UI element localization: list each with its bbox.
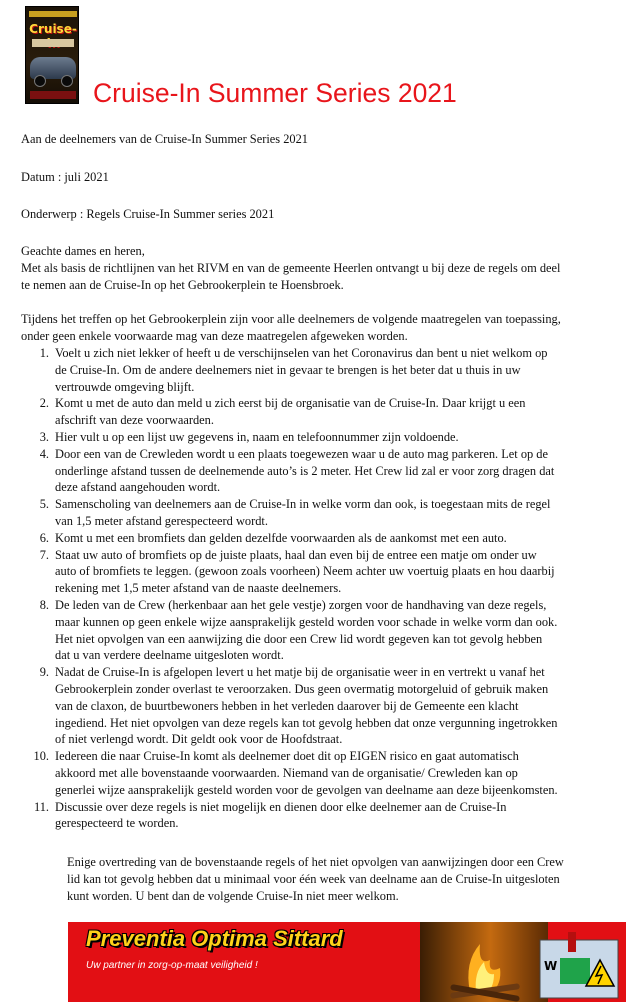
preamble-line: onder geen enkele voorwaarde mag van deze maatregelen afgeweken worden.: [21, 328, 408, 343]
sponsor-banner: [68, 922, 626, 1002]
greeting: Geachte dames en heren,: [21, 244, 145, 258]
rule-text-line: de Cruise-In. Om de andere deelnemers niet in gevaar te brengen is het beter dat u thuis in uw: [55, 362, 521, 377]
rule-text-line: Gebrookerplein zonder overlast te veroorzaken. Dus geen overmatig motorgeluid of gebruik maken: [55, 681, 549, 696]
rule-text-line: Komt u met de auto dan meld u zich eerst bij de organisatie van de Cruise-In. Daar krijgt u een: [55, 396, 526, 411]
rule-number: 10.: [33, 749, 49, 764]
rule-text-line: gerespecteerd te worden.: [55, 816, 179, 831]
rule-number: 11.: [33, 799, 49, 814]
safety-letter: W: [544, 959, 558, 973]
preamble-line: Tijdens het treffen op het Gebrookerplein zijn voor alle deelnemers de volgende maatregelen van toepassing,: [21, 312, 561, 326]
rule-item: [21, 664, 626, 748]
rule-item: [21, 345, 626, 395]
rule-number: 4.: [39, 446, 49, 461]
rule-text-line: Voelt u zich niet lekker of heeft u de verschijnselen van het Coronavirus dan bent u niet welkom op: [55, 346, 548, 360]
closing-line: kunt worden. U bent dan de volgende Cruise-In niet meer welkom.: [67, 888, 399, 903]
sponsor-name: Preventia Optima Sittard: [86, 926, 343, 951]
document-title: Cruise-In Summer Series 2021: [93, 78, 457, 108]
closing-paragraph: [67, 854, 607, 904]
rule-text-line: Het niet opvolgen van een aanwijzing die door een Crew lid wordt gegeven kan tot gevolg hebben: [55, 631, 543, 646]
rule-text-line: van de claxon, de buurtbewoners hebben in het verleden daarover bij de Gemeente een klacht: [55, 698, 519, 713]
logo-wordmark: Cruise-: [29, 22, 77, 36]
rule-number: 8.: [39, 597, 49, 612]
rule-number: 6.: [39, 530, 49, 545]
closing-line: Enige overtreding van de bovenstaande regels of het niet opvolgen van aanwijzingen door een Crew: [67, 855, 564, 869]
rule-text-line: Door een van de Crewleden wordt u een plaats toegewezen waar u de auto mag parkeren. Let op de: [55, 446, 549, 461]
subject-line: Onderwerp : Regels Cruise-In Summer series 2021: [21, 207, 275, 221]
rule-text-line: maar kunnen op geen enkele wijze aansprakelijk gesteld worden voor schade in welke vorm dan ook.: [55, 614, 558, 629]
rule-text-line: van 1,5 meter afstand gerespecteerd wordt.: [55, 513, 268, 528]
rule-text-line: Komt u met een bromfiets dan gelden dezelfde voorwaarden als de aankomst met een auto.: [55, 530, 507, 545]
preamble-paragraph: [21, 311, 626, 345]
rule-item: [21, 799, 626, 833]
rule-number: 2.: [39, 396, 49, 411]
fire-safety-icons: [538, 930, 624, 1000]
rule-text-line: auto of bromfiets te leggen. (gewoon zoals voorheen) Neem achter uw voertuig plaats en hou daarbij: [55, 564, 555, 579]
sponsor-tagline: Uw partner in zorg-op-maat veiligheid !: [86, 960, 258, 971]
rule-text-line: rekening met 1,5 meter afstand van de naaste deelnemers.: [55, 581, 342, 596]
rule-number: 3.: [39, 429, 49, 444]
rule-item: [21, 597, 626, 664]
rule-text-line: Discussie over deze regels is niet mogelijk en dienen door elke deelnemer aan de Cruise-In: [55, 799, 507, 814]
closing-line: lid kan tot gevolg hebben dat u minimaal voor één week van deelname aan de Cruise-In uitgesloten: [67, 871, 560, 886]
intro-paragraph: [21, 243, 626, 293]
intro-line: te nemen aan de Cruise-In op het Gebrookerplein te Hoensbroek.: [21, 277, 344, 292]
rule-text-line: Nadat de Cruise-In is afgelopen levert u het matje bij de organisatie weer in en vertrekt u vanaf het: [55, 665, 545, 680]
rule-text-line: onderlinge afstand tussen de deelnemende auto’s is 2 meter. Het Crew lid zal er voor zorg dragen dat: [55, 463, 555, 478]
rule-text-line: of niet verlengd wordt. Dit geldt ook voor de Hoofdstraat.: [55, 732, 343, 747]
rule-number: 9.: [39, 665, 49, 680]
rule-text-line: dat u van verdere deelname uitgesloten wordt.: [55, 648, 284, 663]
rule-text-line: deze afstand aangehouden wordt.: [55, 480, 221, 495]
rule-item: [21, 530, 626, 547]
rule-number: 1.: [39, 346, 49, 360]
rule-text-line: Samenscholing van deelnemers aan de Cruise-In in welke vorm dan ook, is toegestaan mits de regel: [55, 497, 551, 512]
rule-text-line: ingediend. Het niet opvolgen van deze regels kan tot gevolg hebben dat onze vergunning ingetrokken: [55, 715, 558, 730]
rule-number: 7.: [39, 547, 49, 562]
rule-text-line: akkoord met alle bovenstaande voorwaarden. Niemand van de organisatie/ Crewleden kan op: [55, 765, 518, 780]
rule-item: [21, 395, 626, 429]
rule-item: [21, 547, 626, 597]
campfire-image: [420, 922, 548, 1002]
cruise-in-logo: [25, 6, 79, 104]
addressee-line: Aan de deelnemers van de Cruise-In Summer Series 2021: [21, 132, 308, 146]
date-line: Datum : juli 2021: [21, 170, 109, 184]
rule-item: [21, 496, 626, 530]
rule-text-line: Iedereen die naar Cruise-In komt als deelnemer doet dit op EIGEN risico en gaat automatisch: [55, 749, 519, 764]
rule-text-line: vertrouwde omgeving blijft.: [55, 379, 195, 394]
rule-text-line: De leden van de Crew (herkenbaar aan het gele vestje) zorgen voor de handhaving van deze regels,: [55, 597, 547, 612]
rule-text-line: Hier vult u op een lijst uw gegevens in, naam en telefoonnummer zijn voldoende.: [55, 429, 459, 444]
rule-number: 5.: [39, 497, 49, 512]
rule-text-line: Staat uw auto of bromfiets op de juiste plaats, haal dan even bij de entree een matje om onder uw: [55, 547, 537, 562]
rule-text-line: afschrift van deze voorwaarden.: [55, 413, 214, 428]
intro-line: Met als basis de richtlijnen van het RIVM en van de gemeente Heerlen ontvangt u bij deze de regels om deel: [21, 260, 561, 275]
rule-item: [21, 748, 626, 798]
rules-list: [21, 345, 626, 832]
rule-item: [21, 446, 626, 496]
rule-text-line: generlei wijze aansprakelijk gesteld worden voor de gevolgen van deelname aan deze bijeenkomsten.: [55, 782, 558, 797]
rule-item: [21, 429, 626, 446]
